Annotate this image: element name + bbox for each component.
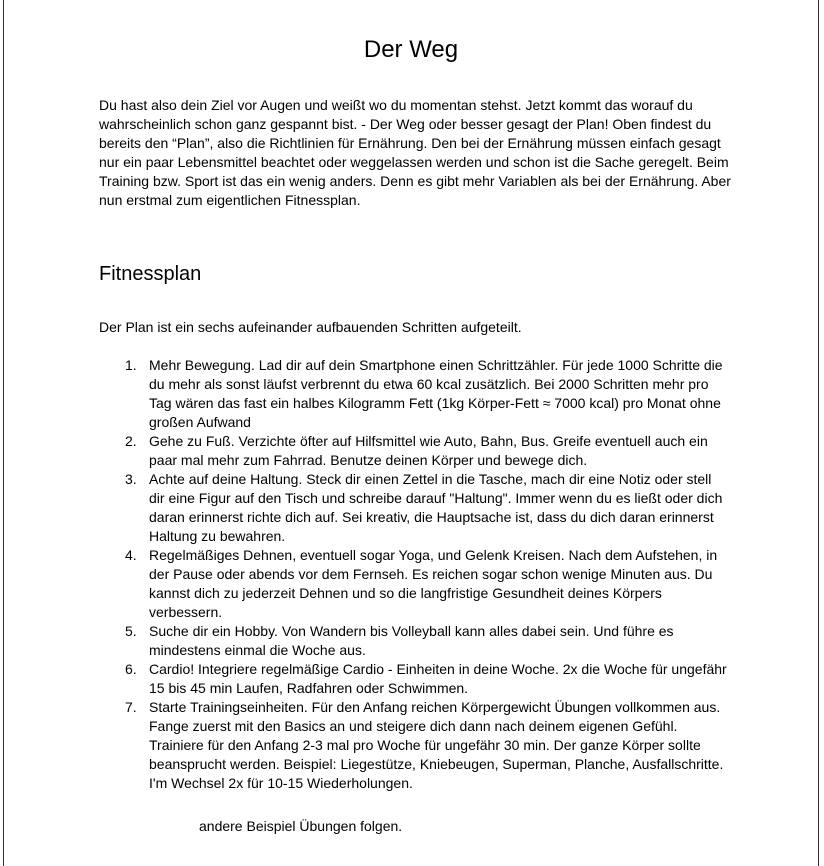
list-item xyxy=(125,660,729,698)
list-item-number: 6. xyxy=(125,661,137,677)
list-item-text: Starte Trainingseinheiten. Für den Anfang reichen Körpergewicht Übungen vollkommen aus. Fange zuerst mit den Basics an und steigere dich dann nach deinem eigenen Gefühl. Trainiere für den Anfang 2-3 mal pro Woche für ungefähr 30 min. Der ganze Körper sollte beansprucht werden. Beispiel: Liegestütze, Kniebeugen, Superman, Planche, Ausfallschritte. I'm Wechsel 2x für 10-15 Wiederholungen. xyxy=(149,699,724,791)
list-item-text: Suche dir ein Hobby. Von Wandern bis Volleyball kann alles dabei sein. Und führe es mindestens einmal die Woche aus. xyxy=(149,623,674,658)
list-item xyxy=(125,432,729,470)
list-item-text: Cardio! Integriere regelmäßige Cardio - Einheiten in deine Woche. 2x die Woche für ungefähr 15 bis 45 min Laufen, Radfahren oder Schwimmen. xyxy=(149,661,727,696)
list-item-number: 1. xyxy=(125,357,137,373)
list-item-number: 7. xyxy=(125,699,137,715)
section-heading: Fitnessplan xyxy=(99,263,202,285)
page-title: Der Weg xyxy=(363,36,459,63)
list-item xyxy=(125,470,729,546)
steps-list xyxy=(125,356,729,793)
list-item-text: Achte auf deine Haltung. Steck dir einen Zettel in die Tasche, mach dir eine Notiz oder stell dir eine Figur auf den Tisch und schreibe darauf "Haltung". Immer wenn du es ließt oder dich daran erinnerst richte dich auf. Sei kreativ, die Hauptsache ist, dass du dich daran erinnerst Haltung zu bewahren. xyxy=(149,471,723,544)
list-item xyxy=(125,546,729,622)
list-item-text: Regelmäßiges Dehnen, eventuell sogar Yoga, und Gelenk Kreisen. Nach dem Aufstehen, in der Pause oder abends vor dem Fernseh. Es reichen sogar schon wenige Minuten aus. Du kannst dich zu jederzeit Dehnen und so die langfristige Gesundheit deines Körpers verbessern. xyxy=(149,547,718,620)
document-page xyxy=(3,0,819,866)
list-item-number: 2. xyxy=(125,433,137,449)
list-item-text: Gehe zu Fuß. Verzichte öfter auf Hilfsmittel wie Auto, Bahn, Bus. Greife eventuell auch ein paar mal mehr zum Fahrrad. Benutze deinen Körper und bewege dich. xyxy=(149,433,708,468)
list-item-text: Mehr Bewegung. Lad dir auf dein Smartphone einen Schrittzähler. Für jede 1000 Schritte die du mehr als sonst läufst verbrennt du etwa 60 kcal zusätzlich. Bei 2000 Schritten mehr pro Tag wären das fast ein halbes Kilogramm Fett (1kg Körper-Fett ≈ 7000 kcal) pro Monat ohne großen Aufwand xyxy=(149,357,723,430)
list-item xyxy=(125,356,729,432)
extra-note: andere Beispiel Übungen folgen. xyxy=(199,818,403,834)
list-item xyxy=(125,622,729,660)
plan-intro-paragraph: Der Plan ist ein sechs aufeinander aufbauenden Schritten aufgeteilt. xyxy=(99,319,522,335)
intro-paragraph: Du hast also dein Ziel vor Augen und weißt wo du momentan stehst. Jetzt kommt das worauf du wahrscheinlich schon ganz gespannt bist. - Der Weg oder besser gesagt der Plan! Oben findest du bereits den “Plan”, also die Richtlinien für Ernährung. Den bei der Ernährung müssen einfach gesagt nur ein paar Lebensmittel beachtet oder weggelassen werden und schon ist die Sache geregelt. Beim Training bzw. Sport ist das ein wenig anders. Denn es gibt mehr Variablen als bei der Ernährung. Aber nun erstmal zum eigentlichen Fitnessplan. xyxy=(99,97,731,208)
list-item-number: 3. xyxy=(125,471,137,487)
list-item-number: 5. xyxy=(125,623,137,639)
list-item xyxy=(125,698,729,793)
list-item-number: 4. xyxy=(125,547,137,563)
